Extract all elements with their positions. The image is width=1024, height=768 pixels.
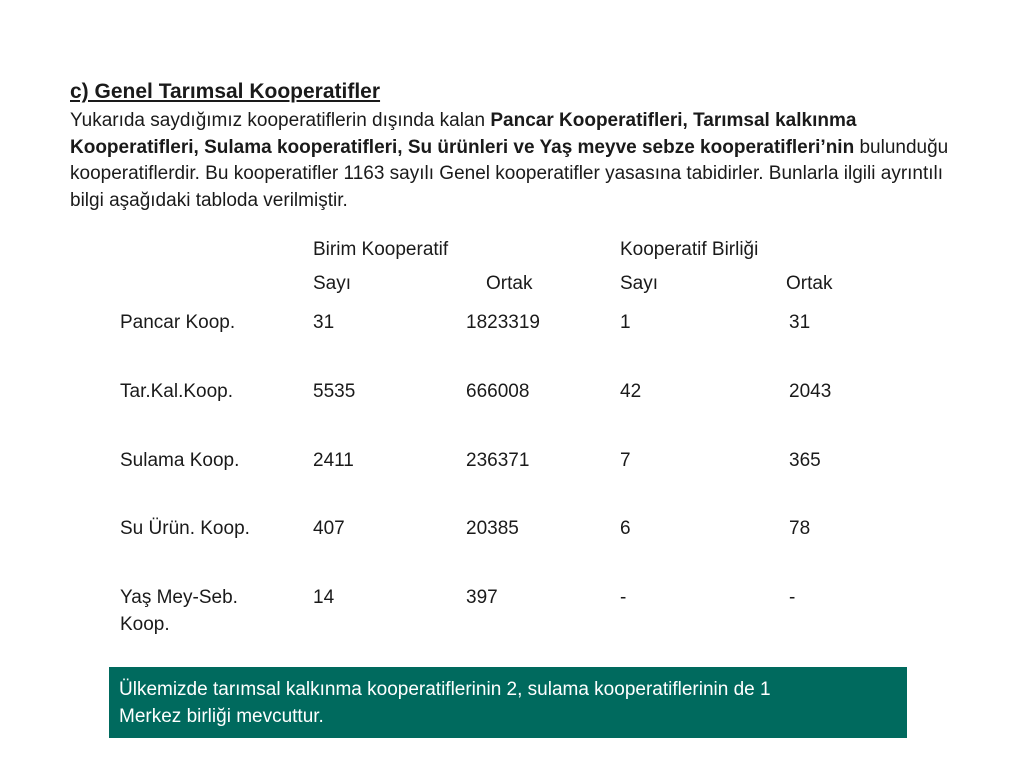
row-name-continued: Koop. [120, 614, 170, 635]
sub-header-members-unit: Ortak [486, 273, 533, 294]
intro-text-1: Yukarıda saydığımız kooperatiflerin dışında kalan [70, 110, 491, 131]
union-count: 6 [620, 518, 631, 539]
union-count: - [620, 587, 627, 608]
unit-count: 5535 [313, 381, 356, 402]
note-text [119, 676, 897, 730]
unit-members: 1823319 [466, 312, 540, 333]
note-box [109, 667, 907, 738]
row-name: Pancar Koop. [120, 312, 236, 333]
sub-header-count-unit: Sayı [313, 273, 352, 294]
intro-text-2: bulunduğu kooperatiflerdir. Bu kooperatifler 1163 sayılı Genel kooperatifler yasasına tabidirler. Bunlarla ilgili ayrıntılı bilgi aşağıdaki tabloda verilmiştir. [70, 136, 949, 211]
union-count: 42 [620, 381, 642, 402]
unit-members: 397 [466, 587, 498, 608]
unit-count: 2411 [313, 450, 354, 471]
intro-paragraph [70, 108, 970, 214]
unit-count: 407 [313, 518, 345, 539]
union-members: 2043 [789, 381, 832, 402]
group-header-unit: Birim Kooperatif [313, 239, 449, 260]
unit-members: 20385 [466, 518, 519, 539]
section-heading: c) Genel Tarımsal Kooperatifler [70, 80, 381, 103]
union-members: - [789, 587, 796, 608]
note-line-2: Merkez birliği mevcuttur. [119, 706, 324, 727]
union-members: 78 [789, 518, 811, 539]
sub-header-members-union: Ortak [786, 273, 833, 294]
intro-bold-text: Pancar Kooperatifleri, Tarımsal kalkınma Kooperatifleri, Sulama kooperatifleri, Su ürünleri ve Yaş meyve sebze kooperatifleri’nin [70, 110, 857, 158]
unit-members: 236371 [466, 450, 530, 471]
note-line-1: Ülkemizde tarımsal kalkınma kooperatiflerinin 2, sulama kooperatiflerinin de 1 [119, 679, 771, 700]
union-members: 365 [789, 450, 821, 471]
unit-count: 14 [313, 587, 335, 608]
row-name: Tar.Kal.Koop. [120, 381, 234, 402]
row-name: Yaş Mey-Seb. [120, 587, 238, 608]
group-header-union: Kooperatif Birliği [620, 239, 759, 260]
sub-header-count-union: Sayı [620, 273, 659, 294]
union-members: 31 [789, 312, 811, 333]
unit-count: 31 [313, 312, 335, 333]
union-count: 1 [620, 312, 631, 333]
row-name: Sulama Koop. [120, 450, 240, 471]
row-name: Su Ürün. Koop. [120, 518, 250, 539]
union-count: 7 [620, 450, 631, 471]
unit-members: 666008 [466, 381, 530, 402]
